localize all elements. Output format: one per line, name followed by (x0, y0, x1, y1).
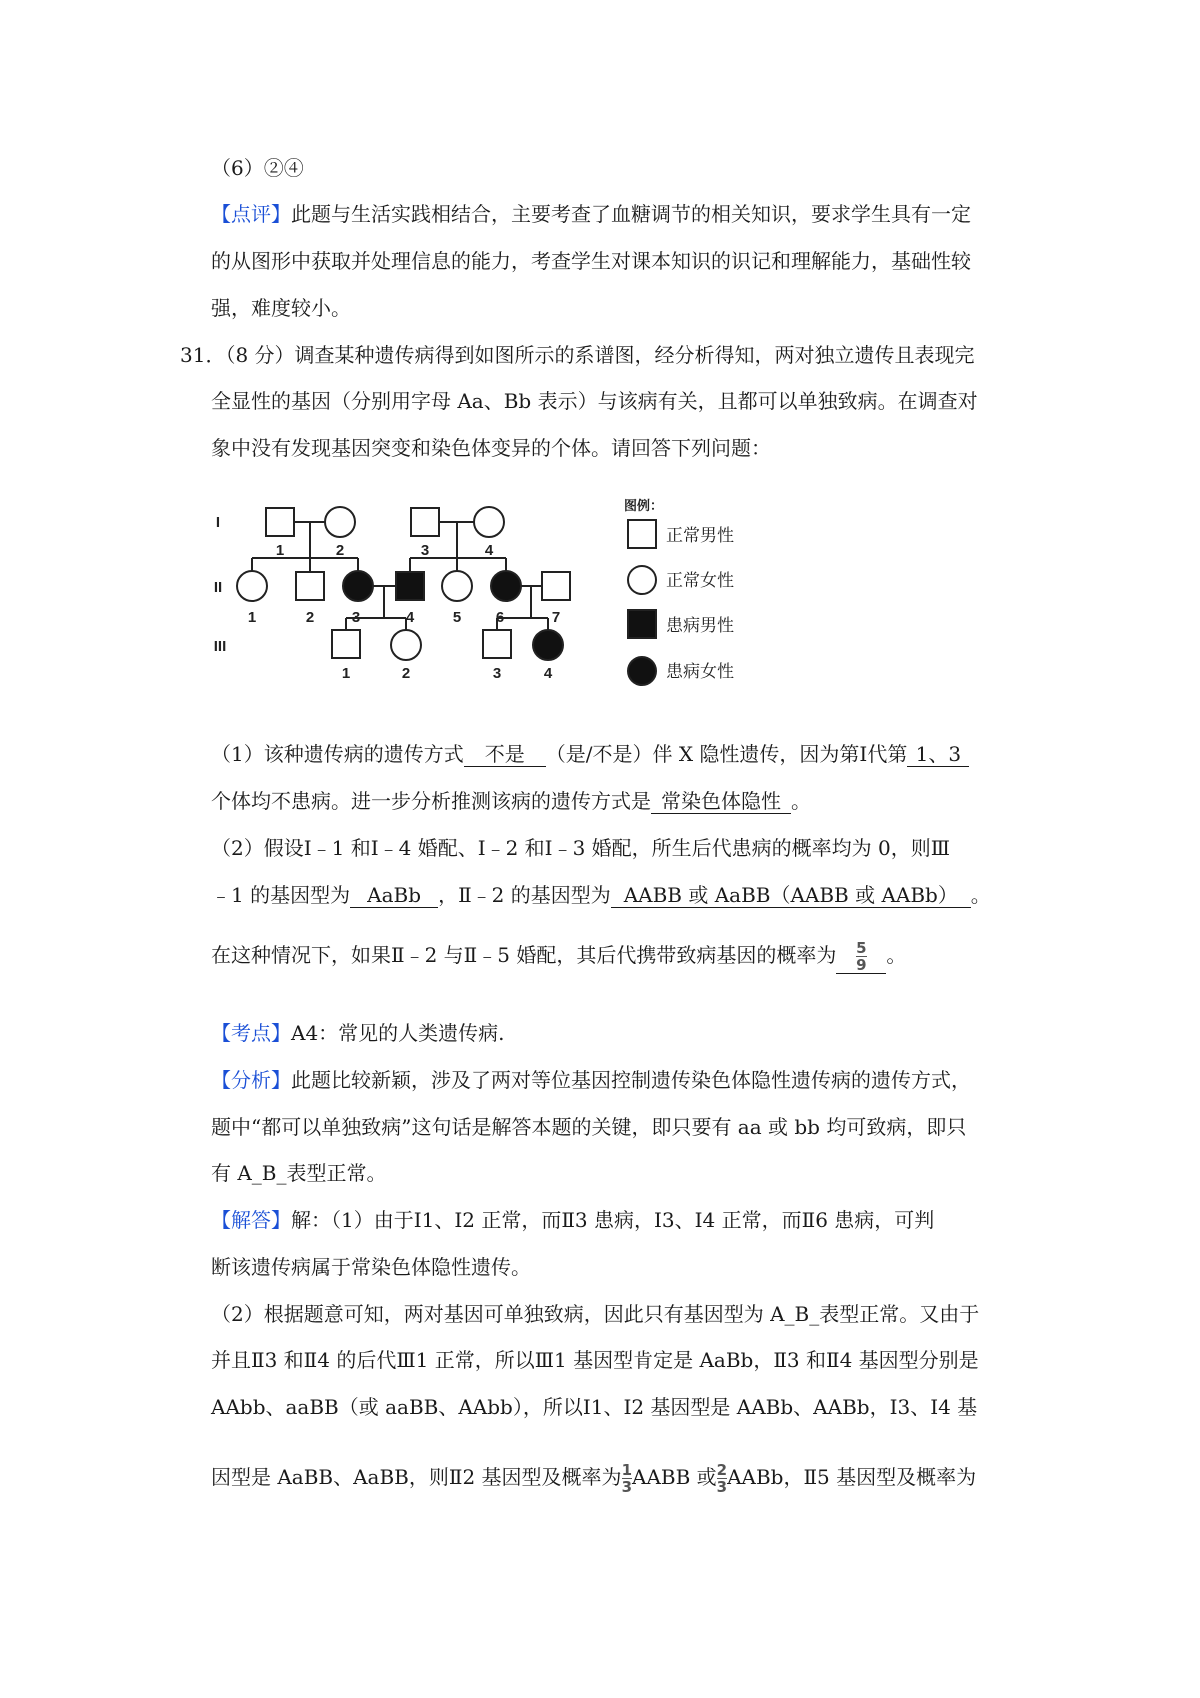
legend-affected-female-icon (628, 657, 656, 685)
legend-affected-male-icon (628, 610, 656, 638)
legend-label-normal-male: 正常男性 (666, 526, 734, 546)
svg-text:3: 3 (351, 609, 361, 626)
svg-text:7: 7 (551, 609, 561, 626)
svg-text:4: 4 (484, 542, 494, 559)
legend-label-affected-male: 患病男性 (666, 616, 734, 636)
svg-text:1: 1 (275, 542, 285, 559)
fenxi-line-1: 【分析】此题比较新颖，涉及了两对等位基因控制遗传染色体隐性遗传病的遗传方式， (211, 1068, 971, 1092)
jieda-line-3: （2）根据题意可知，两对基因可单独致病，因此只有基因型为 A_B_表型正常。又由于 (211, 1302, 980, 1326)
fraction-two-thirds: $\frac{2}{3}$ (716, 1461, 728, 1496)
jieda-line-1: 【解答】解：（1）由于Ⅰ1、Ⅰ2 正常，而Ⅱ3 患病，Ⅰ3、Ⅰ4 正常，而Ⅱ6 患病，可判 (211, 1208, 935, 1232)
answer-blank-genotype-ii2: AABB 或 AaBB（AABB 或 AABb） (611, 883, 971, 908)
jieda-tag: 【解答】 (211, 1208, 291, 1232)
q31-stem-line-1: 31．（8 分）调查某种遗传病得到如图所示的系谱图，经分析得知，两对独立遗传且表现完 (180, 343, 975, 367)
gen1-female-4 (474, 507, 504, 537)
gen1-female-2 (325, 507, 355, 537)
part2-line-1: （2）假设Ⅰ﹣1 和Ⅰ﹣4 婚配、Ⅰ﹣2 和Ⅰ﹣3 婚配，所生后代患病的概率均为 0，则Ⅲ (211, 836, 951, 860)
answer-blank-inheritance: 常染色体隐性 (651, 789, 791, 814)
answer-blank-genotype-iii1: AaBb (350, 883, 438, 908)
svg-text:2: 2 (335, 542, 345, 559)
gen2-affected-female-3 (343, 571, 373, 601)
review-line-3: 强，难度较小。 (211, 296, 351, 320)
gen2-male-2 (296, 572, 324, 600)
gen-label-III: III (213, 638, 227, 655)
part2-line-2: ﹣1 的基因型为 AaBb ，Ⅱ﹣2 的基因型为 AABB 或 AaBB（AABB 或 AABb） 。 (211, 883, 991, 907)
svg-text:4: 4 (543, 665, 553, 682)
fenxi-tag: 【分析】 (211, 1068, 291, 1092)
kaodian-tag: 【考点】 (211, 1021, 291, 1045)
svg-text:2: 2 (305, 609, 315, 626)
kaodian-line: 【考点】A4：常见的人类遗传病. (211, 1021, 505, 1045)
q31-stem-line-2: 全显性的基因（分别用字母 Aa、Bb 表示）与该病有关，且都可以单独致病。在调查对 (211, 389, 978, 413)
gen3-male-1 (332, 630, 360, 658)
part1-line-2: 个体均不患病。进一步分析推测该病的遗传方式是 常染色体隐性 。 (211, 789, 811, 813)
jieda-line-4: 并且Ⅱ3 和Ⅱ4 的后代Ⅲ1 正常，所以Ⅲ1 基因型肯定是 AaBb，Ⅱ3 和Ⅱ4 基因型分别是 (211, 1348, 979, 1372)
legend-title: 图例： (624, 499, 664, 514)
review-line-2: 的从图形中获取并处理信息的能力，考查学生对课本知识的识记和理解能力，基础性较 (211, 249, 971, 273)
svg-text:3: 3 (420, 542, 430, 559)
gen2-affected-female-6 (491, 571, 521, 601)
fraction-one-third: $\frac{1}{3}$ (621, 1461, 632, 1496)
legend-label-affected-female: 患病女性 (666, 662, 734, 682)
legend-normal-female-icon (628, 566, 656, 594)
svg-text:2: 2 (401, 665, 411, 682)
gen2-female-1 (237, 571, 267, 601)
svg-text:5: 5 (452, 609, 462, 626)
q31-stem-line-3: 象中没有发现基因突变和染色体变异的个体。请回答下列问题： (211, 436, 771, 460)
answer-blank-individuals: 1、3 (907, 742, 969, 767)
gen2-female-5 (442, 571, 472, 601)
gen3-male-3 (483, 630, 511, 658)
pedigree-diagram (200, 498, 760, 738)
answer-blank-not: 不是 (464, 742, 546, 767)
fenxi-line-2: 题中“都可以单独致病”这句话是解答本题的关键，即只要有 aa 或 bb 均可致病，即只 (211, 1115, 967, 1139)
answer-blank-probability: $\frac{5}{9}$ (836, 940, 886, 974)
review-line-1: 【点评】此题与生活实践相结合，主要考查了血糖调节的相关知识，要求学生具有一定 (211, 202, 971, 226)
fenxi-line-3: 有 A_B_表型正常。 (211, 1161, 387, 1185)
legend-label-normal-female: 正常女性 (666, 571, 734, 591)
gen-label-I: I (215, 514, 221, 531)
svg-text:1: 1 (341, 665, 351, 682)
jieda-line-5: AAbb、aaBB（或 aaBB、AAbb），所以Ⅰ1、Ⅰ2 基因型是 AABb、AABb，Ⅰ3、Ⅰ4 基 (211, 1395, 978, 1419)
gen3-female-2 (391, 630, 421, 660)
svg-text:1: 1 (247, 609, 257, 626)
gen2-male-7 (542, 572, 570, 600)
review-tag: 【点评】 (211, 202, 291, 226)
answer-6: （6）②④ (211, 156, 304, 180)
part2-line-3: 在这种情况下，如果Ⅱ﹣2 与Ⅱ﹣5 婚配，其后代携带致病基因的概率为 $\frac{5}{9}$ 。 (211, 939, 907, 974)
jieda-line-6: 因型是 AaBB、AaBB，则Ⅱ2 基因型及概率为 $\frac{1}{3}$ AABB 或 $\frac{2}{3}$ AABb，Ⅱ5 基因型及概率为 (211, 1461, 977, 1496)
gen2-affected-male-4 (396, 572, 424, 600)
part1-line-1: （1）该种遗传病的遗传方式 不是 （是/不是）伴 X 隐性遗传，因为第Ⅰ代第 1、3 (211, 740, 969, 768)
gen1-male-3 (411, 508, 439, 536)
gen-label-II: II (213, 579, 223, 596)
svg-text:4: 4 (405, 609, 415, 626)
svg-text:6: 6 (495, 609, 505, 626)
gen3-affected-female-4 (533, 630, 563, 660)
legend-normal-male-icon (628, 520, 656, 548)
jieda-line-2: 断该遗传病属于常染色体隐性遗传。 (211, 1255, 531, 1279)
gen1-male-1 (266, 508, 294, 536)
svg-text:3: 3 (492, 665, 502, 682)
